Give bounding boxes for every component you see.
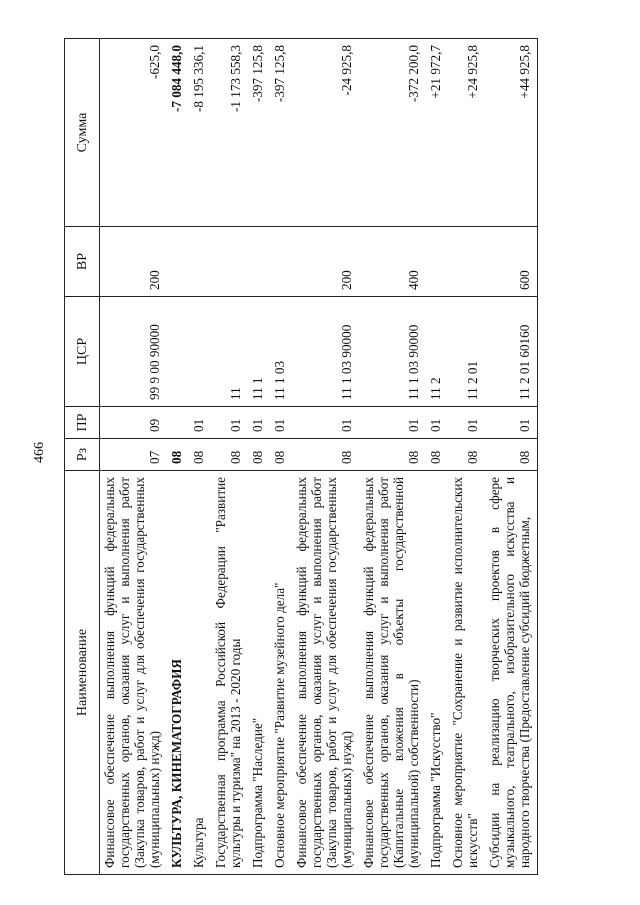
header-rz: Рз (65, 439, 100, 471)
cell-pr: 01 (270, 407, 292, 439)
cell-csr (189, 297, 211, 407)
cell-name: Государственная программа Российской Федерации "Развитие культуры и туризма" на 2013 - 2020 годы (211, 471, 248, 875)
cell-vr: 200 (292, 227, 359, 297)
cell-name: Субсидии на реализацию творческих проектов в сфере музыкального, театрального, изобразительного искусства и народного творчества (Предоставление субсидий бюджетным, (485, 471, 538, 875)
cell-rz: 07 (100, 439, 168, 471)
cell-vr: 600 (485, 227, 538, 297)
cell-pr: 01 (189, 407, 211, 439)
cell-rz: 08 (248, 439, 270, 471)
table-row (167, 39, 189, 875)
cell-sum: -24 925,8 (292, 39, 359, 227)
cell-rz: 08 (211, 439, 248, 471)
cell-csr: 11 1 03 90000 (292, 297, 359, 407)
cell-sum: +21 972,7 (426, 39, 448, 227)
cell-name: Финансовое обеспечение выполнения функций федеральных государственных органов, оказания услуг и выполнения работ (Закупка товаров, работ и услуг для обеспечения государственных (муниципальных) нужд) (100, 471, 168, 875)
cell-vr (448, 227, 485, 297)
cell-pr: 01 (359, 407, 426, 439)
cell-rz: 08 (167, 439, 189, 471)
cell-rz: 08 (189, 439, 211, 471)
table-body (100, 39, 538, 875)
table-row (211, 39, 248, 875)
cell-pr: 01 (248, 407, 270, 439)
cell-name: Финансовое обеспечение выполнения функций федеральных государственных органов, оказания услуг и выполнения работ (Капитальные вложения в объекты государственной (муниципальной) собственности) (359, 471, 426, 875)
cell-csr (167, 297, 189, 407)
table-row (100, 39, 168, 875)
cell-rz: 08 (359, 439, 426, 471)
cell-rz: 08 (426, 439, 448, 471)
cell-sum: +44 925,8 (485, 39, 538, 227)
cell-csr: 11 2 01 60160 (485, 297, 538, 407)
cell-pr: 01 (292, 407, 359, 439)
cell-vr (270, 227, 292, 297)
cell-csr: 11 2 01 (448, 297, 485, 407)
cell-vr (248, 227, 270, 297)
cell-rz: 08 (448, 439, 485, 471)
header-vr: ВР (65, 227, 100, 297)
table-row (359, 39, 426, 875)
cell-vr (211, 227, 248, 297)
table-header (65, 39, 100, 875)
cell-csr: 99 9 00 90000 (100, 297, 168, 407)
cell-pr: 01 (448, 407, 485, 439)
budget-table (64, 38, 538, 875)
table-row (270, 39, 292, 875)
cell-sum: -372 200,0 (359, 39, 426, 227)
cell-csr: 11 1 03 (270, 297, 292, 407)
cell-name: Основное мероприятие "Развитие музейного дела" (270, 471, 292, 875)
cell-pr: 01 (485, 407, 538, 439)
cell-rz: 08 (292, 439, 359, 471)
table-row (485, 39, 538, 875)
header-csr: ЦСР (65, 297, 100, 407)
table-row (426, 39, 448, 875)
cell-name: Подпрограмма "Искусство" (426, 471, 448, 875)
page-number: 466 (32, 442, 47, 463)
cell-csr: 11 (211, 297, 248, 407)
cell-rz: 08 (270, 439, 292, 471)
cell-vr: 200 (100, 227, 168, 297)
cell-csr: 11 1 03 90000 (359, 297, 426, 407)
header-name: Наименование (65, 471, 100, 875)
table-row (248, 39, 270, 875)
cell-vr: 400 (359, 227, 426, 297)
cell-sum: +24 925,8 (448, 39, 485, 227)
cell-sum: -397 125,8 (270, 39, 292, 227)
cell-name: КУЛЬТУРА, КИНЕМАТОГРАФИЯ (167, 471, 189, 875)
table-row (292, 39, 359, 875)
cell-vr (189, 227, 211, 297)
cell-pr (167, 407, 189, 439)
cell-sum: -625,0 (100, 39, 168, 227)
header-sum: Сумма (65, 39, 100, 227)
cell-csr: 11 1 (248, 297, 270, 407)
cell-name: Подпрограмма "Наследие" (248, 471, 270, 875)
cell-pr: 01 (211, 407, 248, 439)
cell-pr: 09 (100, 407, 168, 439)
cell-sum: -397 125,8 (248, 39, 270, 227)
cell-name: Основное мероприятие "Сохранение и развитие исполнительских искусств" (448, 471, 485, 875)
cell-sum: -8 195 336,1 (189, 39, 211, 227)
cell-sum: -7 084 448,0 (167, 39, 189, 227)
cell-sum: -1 173 558,3 (211, 39, 248, 227)
cell-csr: 11 2 (426, 297, 448, 407)
cell-name: Культура (189, 471, 211, 875)
cell-name: Финансовое обеспечение выполнения функций федеральных государственных органов, оказания услуг и выполнения работ (Закупка товаров, работ и услуг для обеспечения государственных (муниципальных) нужд) (292, 471, 359, 875)
table-row (448, 39, 485, 875)
header-pr: ПР (65, 407, 100, 439)
cell-rz: 08 (485, 439, 538, 471)
table-row (189, 39, 211, 875)
cell-vr (167, 227, 189, 297)
cell-pr: 01 (426, 407, 448, 439)
cell-vr (426, 227, 448, 297)
